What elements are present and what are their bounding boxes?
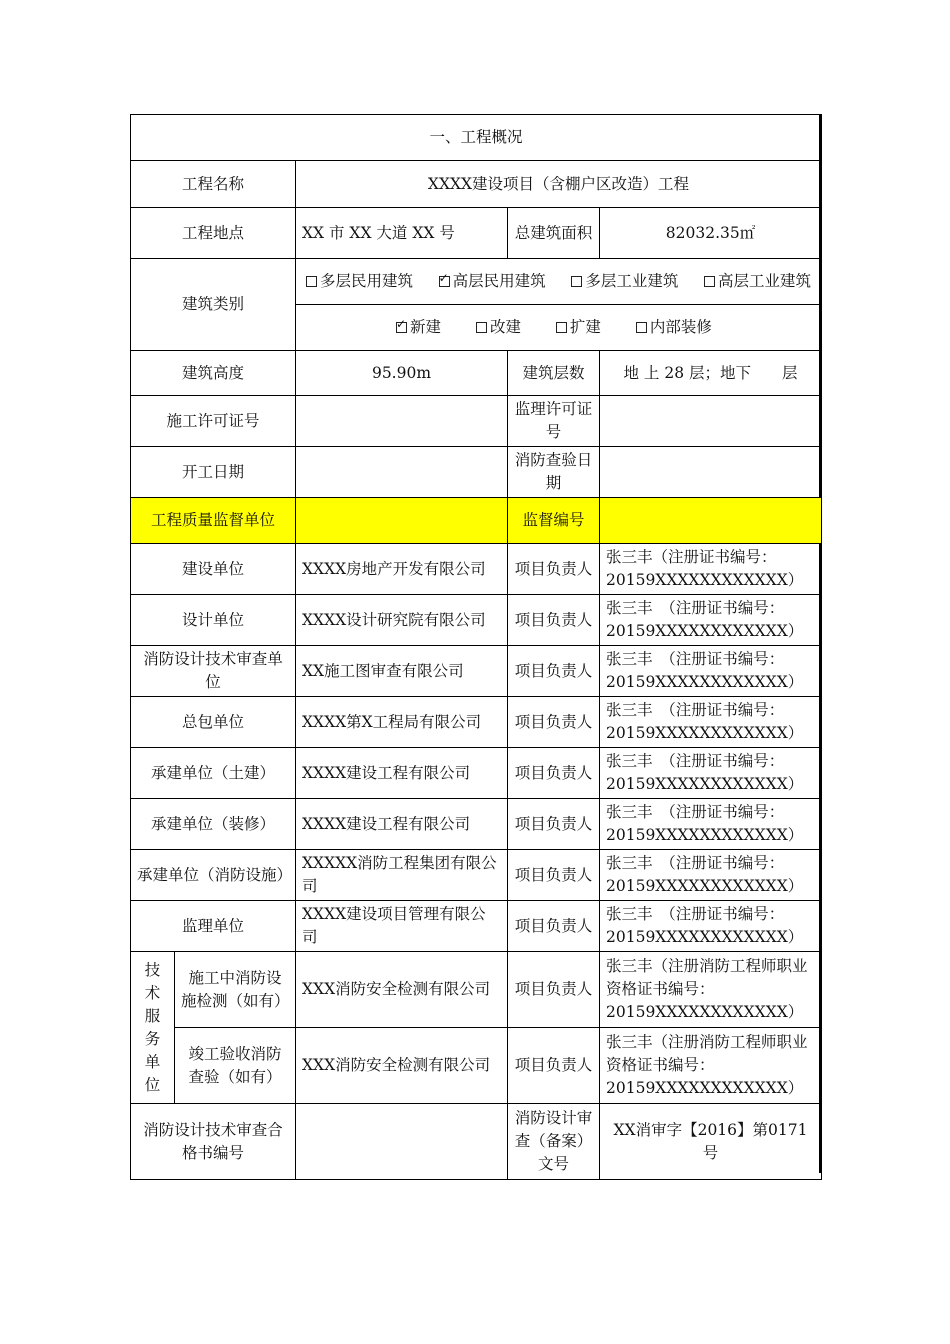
tech-row-label: 施工中消防设施检测（如有） (175, 952, 296, 1028)
unit-label: 承建单位（装修） (131, 799, 296, 850)
start-date-value (296, 447, 508, 498)
start-date-label: 开工日期 (131, 447, 296, 498)
type-option-high-industrial[interactable]: 高层工业建筑 (704, 270, 811, 293)
table-row (131, 646, 822, 697)
tech-service-label (131, 952, 175, 1104)
tech-row-role: 项目负责人 (508, 1028, 600, 1104)
table-row (131, 748, 822, 799)
tech-row-person: 张三丰（注册消防工程师职业资格证书编号：20159XXXXXXXXXXXX） (600, 1028, 822, 1104)
permit-value (296, 396, 508, 447)
unit-name: XXXX建设工程有限公司 (296, 799, 508, 850)
table-row (131, 1028, 822, 1104)
unit-name: XXXX设计研究院有限公司 (296, 595, 508, 646)
building-category-label: 建筑类别 (131, 259, 296, 351)
tech-row-label: 竣工验收消防查验（如有） (175, 1028, 296, 1104)
checkbox-checked-icon[interactable] (396, 322, 407, 333)
unit-name: XX施工图审查有限公司 (296, 646, 508, 697)
work-option-expand[interactable]: 扩建 (556, 318, 601, 336)
tech-row-name: XXX消防安全检测有限公司 (296, 1028, 508, 1104)
checkbox-checked-icon[interactable] (439, 276, 450, 287)
location-label: 工程地点 (131, 208, 296, 259)
unit-person: 张三丰 （注册证书编号：20159XXXXXXXXXXXX） (600, 646, 822, 697)
height-label: 建筑高度 (131, 351, 296, 396)
unit-label: 承建单位（消防设施） (131, 850, 296, 901)
certificate-value (296, 1104, 508, 1180)
work-type-options (296, 305, 822, 351)
unit-role: 项目负责人 (508, 901, 600, 952)
unit-person: 张三丰 （注册证书编号：20159XXXXXXXXXXXX） (600, 850, 822, 901)
certificate-label: 消防设计技术审查合格书编号 (131, 1104, 296, 1180)
location-value: XX 市 XX 大道 XX 号 (296, 208, 508, 259)
supervision-permit-value (600, 396, 822, 447)
unit-person: 张三丰 （注册证书编号：20159XXXXXXXXXXXX） (600, 901, 822, 952)
unit-person: 张三丰 （注册证书编号：20159XXXXXXXXXXXX） (600, 595, 822, 646)
table-row (131, 595, 822, 646)
unit-name: XXXX建设工程有限公司 (296, 748, 508, 799)
checkbox-icon[interactable] (636, 322, 647, 333)
project-overview-form (130, 114, 821, 1180)
unit-person: 张三丰 （注册证书编号：20159XXXXXXXXXXXX） (600, 697, 822, 748)
floors-value: 地 上 28 层；地下 层 (600, 351, 822, 396)
unit-label: 消防设计技术审查单位 (131, 646, 296, 697)
floors-label: 建筑层数 (508, 351, 600, 396)
height-value: 95.90m (296, 351, 508, 396)
unit-role: 项目负责人 (508, 646, 600, 697)
work-option-new[interactable]: ✓新建 (396, 318, 441, 336)
type-option-high-civil[interactable]: ✓ 高层民用建筑 (439, 270, 546, 293)
unit-role: 项目负责人 (508, 850, 600, 901)
type-option-multi-industrial[interactable]: 多层工业建筑 (571, 270, 678, 293)
supervision-code-label: 监督编号 (508, 498, 600, 544)
type-option-multi-civil[interactable]: 多层民用建筑 (306, 270, 413, 293)
tech-row-person: 张三丰（注册消防工程师职业资格证书编号：20159XXXXXXXXXXXX） (600, 952, 822, 1028)
unit-role: 项目负责人 (508, 544, 600, 595)
unit-role: 项目负责人 (508, 697, 600, 748)
unit-person: 张三丰（注册证书编号：20159XXXXXXXXXXXX） (600, 544, 822, 595)
fire-check-date-label: 消防查验日期 (508, 447, 600, 498)
unit-name: XXXX第X工程局有限公司 (296, 697, 508, 748)
work-option-interior[interactable]: 内部装修 (636, 318, 712, 336)
table-row (131, 850, 822, 901)
unit-label: 总包单位 (131, 697, 296, 748)
project-name-value: XXXX建设项目（含棚户区改造）工程 (296, 161, 822, 208)
table-row (131, 901, 822, 952)
table-row (131, 544, 822, 595)
review-doc-label: 消防设计审查（备案）文号 (508, 1104, 600, 1180)
unit-label: 承建单位（土建） (131, 748, 296, 799)
unit-label: 监理单位 (131, 901, 296, 952)
checkbox-icon[interactable] (476, 322, 487, 333)
unit-name: XXXX房地产开发有限公司 (296, 544, 508, 595)
table-row (131, 697, 822, 748)
quality-supervision-value (296, 498, 508, 544)
table-row (131, 952, 822, 1028)
area-label: 总建筑面积 (508, 208, 600, 259)
checkbox-icon[interactable] (306, 276, 317, 287)
unit-person: 张三丰 （注册证书编号：20159XXXXXXXXXXXX） (600, 799, 822, 850)
tech-row-role: 项目负责人 (508, 952, 600, 1028)
checkbox-icon[interactable] (704, 276, 715, 287)
table-row (131, 799, 822, 850)
unit-label: 建设单位 (131, 544, 296, 595)
checkbox-icon[interactable] (571, 276, 582, 287)
tech-service-label-text: 技术服务单位 (144, 960, 161, 1094)
permit-label: 施工许可证号 (131, 396, 296, 447)
unit-person: 张三丰 （注册证书编号：20159XXXXXXXXXXXX） (600, 748, 822, 799)
overview-table (130, 114, 822, 1180)
area-value: 82032.35㎡ (600, 208, 822, 259)
unit-role: 项目负责人 (508, 748, 600, 799)
building-type-options (296, 259, 822, 305)
section-title: 一、工程概况 (131, 115, 822, 161)
unit-role: 项目负责人 (508, 799, 600, 850)
checkbox-icon[interactable] (556, 322, 567, 333)
unit-name: XXXX建设项目管理有限公司 (296, 901, 508, 952)
tech-row-name: XXX消防安全检测有限公司 (296, 952, 508, 1028)
quality-supervision-label: 工程质量监督单位 (131, 498, 296, 544)
supervision-code-value (600, 498, 822, 544)
supervision-permit-label: 监理许可证号 (508, 396, 600, 447)
project-name-label: 工程名称 (131, 161, 296, 208)
unit-role: 项目负责人 (508, 595, 600, 646)
work-option-rebuild[interactable]: 改建 (476, 318, 521, 336)
review-doc-value: XX消审字【2016】第0171号 (600, 1104, 822, 1180)
fire-check-date-value (600, 447, 822, 498)
unit-label: 设计单位 (131, 595, 296, 646)
unit-name: XXXXX消防工程集团有限公司 (296, 850, 508, 901)
